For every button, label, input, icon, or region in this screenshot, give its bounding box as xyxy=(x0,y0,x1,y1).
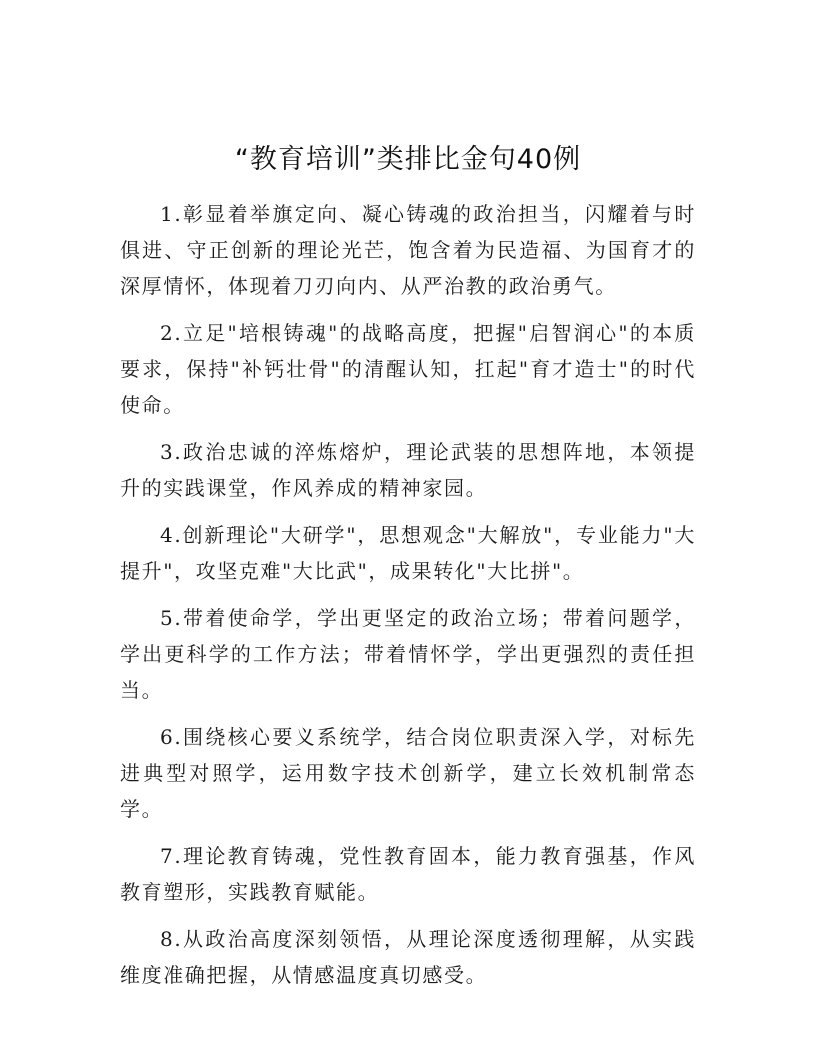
paragraph-2: 2.立足"培根铸魂"的战略高度，把握"启智润心"的本质要求，保持"补钙壮骨"的清醒认知，扛起"育才造士"的时代使命。 xyxy=(120,321,696,417)
paragraph-7: 7.理论教育铸魂，党性教育固本，能力教育强基，作风教育塑形，实践教育赋能。 xyxy=(120,844,696,904)
paragraph-4: 4.创新理论"大研学"，思想观念"大解放"，专业能力"大提升"，攻坚克难"大比武"，成果转化"大比拼"。 xyxy=(120,523,696,583)
paragraph-1: 1.彰显着举旗定向、凝心铸魂的政治担当，闪耀着与时俱进、守正创新的理论光芒，饱含着为民造福、为国育才的深厚情怀，体现着刀刃向内、从严治教的政治勇气。 xyxy=(120,202,696,298)
paragraph-5: 5.带着使命学，学出更坚定的政治立场；带着问题学，学出更科学的工作方法；带着情怀学，学出更强烈的责任担当。 xyxy=(120,606,696,702)
document-title: “教育培训”类排比金句40例 xyxy=(234,144,582,175)
document-body xyxy=(120,196,696,1004)
paragraph-6: 6.围绕核心要义系统学，结合岗位职责深入学，对标先进典型对照学，运用数字技术创新学，建立长效机制常态学。 xyxy=(120,725,696,821)
paragraph-8: 8.从政治高度深刻领悟，从理论深度透彻理解，从实践维度准确把握，从情感温度真切感受。 xyxy=(120,927,696,987)
paragraph-3: 3.政治忠诚的淬炼熔炉，理论武装的思想阵地，本领提升的实践课堂，作风养成的精神家园。 xyxy=(120,440,696,500)
